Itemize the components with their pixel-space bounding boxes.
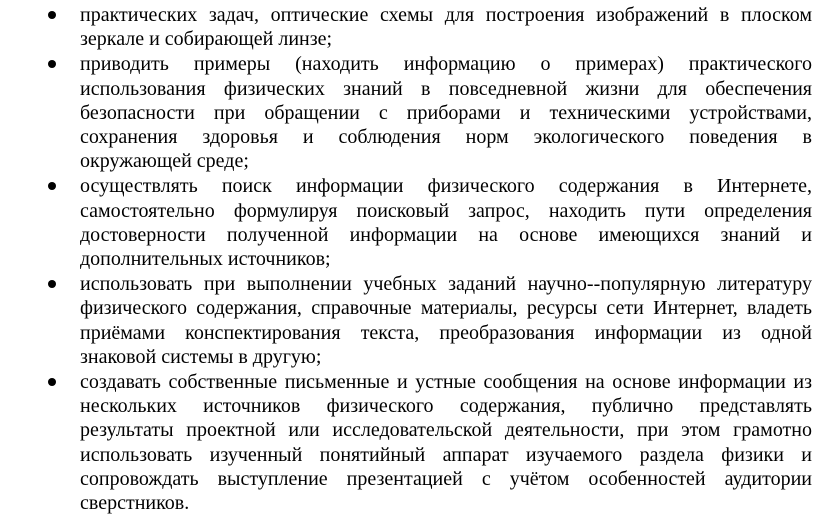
bullet-icon [48, 60, 56, 68]
text-line: знаковой системы в другую; [80, 345, 322, 368]
text-line: использования физических знаний в повседневной жизни для обеспечения [80, 77, 812, 100]
text-line: дополнительных источников; [80, 248, 331, 271]
text-line: окружающей среде; [80, 150, 249, 173]
text-line: приёмами конспектирования текста, преобразования информации из одной [80, 321, 812, 344]
text-line: самостоятельно формулируя поисковый запрос, находить пути определения [80, 199, 812, 222]
text-line: безопасности при обращении с приборами и техническими устройствами, [80, 101, 812, 124]
list-item [0, 272, 816, 369]
text-line: зеркале и собирающей линзе; [80, 28, 333, 51]
text-line: нескольких источников физического содержания, публично представлять [80, 395, 812, 418]
text-line: создавать собственные письменные и устные сообщения на основе информации из [80, 371, 812, 394]
text-line: использовать при выполнении учебных заданий научно--популярную литературу [80, 273, 812, 296]
list-item [0, 52, 816, 173]
list-item [0, 174, 816, 271]
bullet-icon [48, 280, 56, 288]
text-line: сохранения здоровья и соблюдения норм экологического поведения в [80, 126, 812, 149]
text-line: использовать изученный понятийный аппарат изучаемого раздела физики и [80, 443, 812, 466]
text-line: сверстников. [80, 492, 190, 514]
bullet-icon [48, 182, 56, 190]
text-line: физического содержания, справочные материалы, ресурсы сети Интернет, владеть [80, 297, 812, 320]
text-line: осуществлять поиск информации физического содержания в Интернете, [80, 175, 812, 198]
bullet-icon [48, 11, 56, 19]
bullet-list [0, 3, 816, 514]
text-line: достоверности полученной информации на основе имеющихся знаний и [80, 223, 812, 246]
text-line: сопровождать выступление презентацией с учётом особенностей аудитории [80, 467, 812, 490]
text-line: результаты проектной или исследовательской деятельности, при этом грамотно [80, 419, 812, 442]
text-line: приводить примеры (находить информацию о примерах) практического [80, 53, 812, 76]
text-line: практических задач, оптические схемы для построения изображений в плоском [80, 4, 812, 26]
bullet-icon [48, 378, 56, 386]
list-item [0, 370, 816, 514]
list-item [0, 3, 816, 51]
